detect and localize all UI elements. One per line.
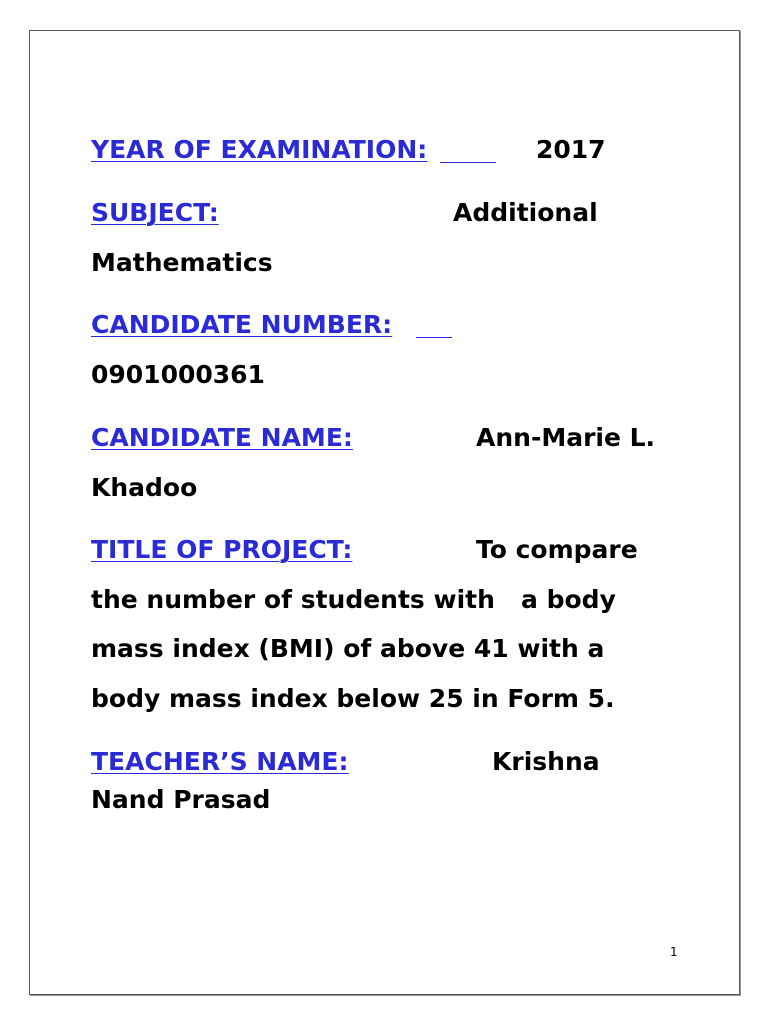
title-value-line-3: mass index (BMI) of above 41 with a xyxy=(91,634,605,663)
candidate-name-value-continued: Khadoo xyxy=(91,473,198,502)
teacher-value: Krishna xyxy=(492,747,600,776)
year-value: 2017 xyxy=(536,135,606,164)
year-label: YEAR OF EXAMINATION: xyxy=(91,135,428,164)
candidate-number-value: 0901000361 xyxy=(91,360,265,389)
title-label: TITLE OF PROJECT: xyxy=(91,535,353,564)
title-value-line-1: To compare xyxy=(476,535,638,564)
candidate-name-label: CANDIDATE NAME: xyxy=(91,423,353,452)
page-number: 1 xyxy=(670,945,678,959)
subject-value: Additional xyxy=(453,198,598,227)
document-page xyxy=(29,30,740,995)
candidate-number-label: CANDIDATE NUMBER: xyxy=(91,310,393,339)
teacher-label: TEACHER’S NAME: xyxy=(91,747,349,776)
candidate-number-underline-extension xyxy=(416,337,452,338)
subject-value-continued: Mathematics xyxy=(91,248,273,277)
title-value-line-4: body mass index below 25 in Form 5. xyxy=(91,684,615,713)
teacher-value-continued: Nand Prasad xyxy=(91,785,271,814)
subject-label: SUBJECT: xyxy=(91,198,219,227)
candidate-name-value: Ann-Marie L. xyxy=(476,423,656,452)
year-label-underline-extension xyxy=(440,162,496,163)
title-value-line-2: the number of students with a body xyxy=(91,585,616,614)
